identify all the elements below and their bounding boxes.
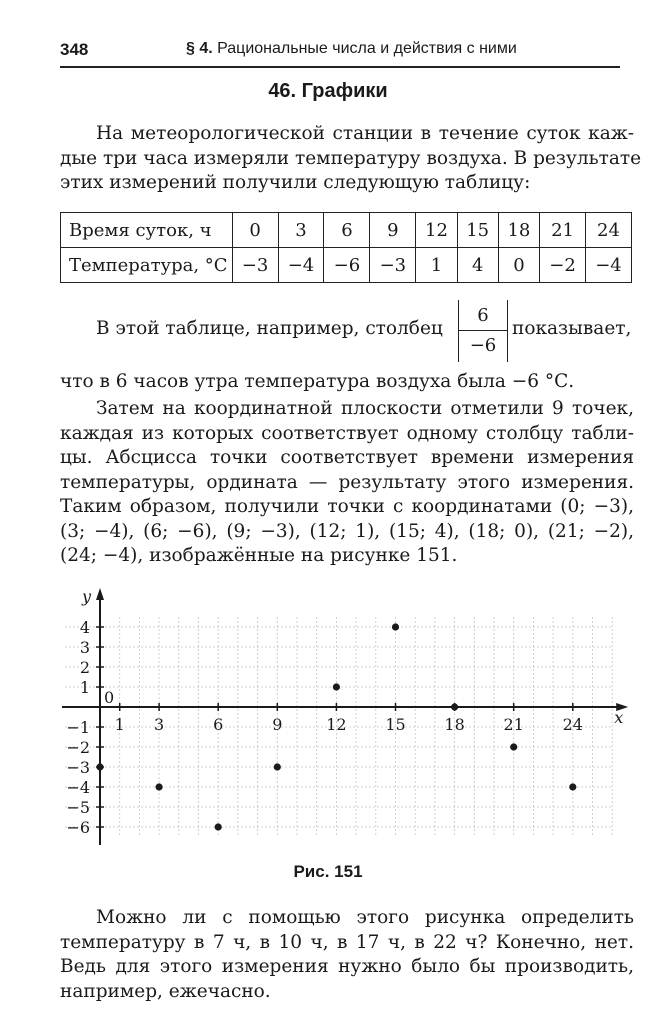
x-tick-label: 15 (385, 715, 406, 734)
text-line: каждая из которых соответствует одному столбцу табли- (60, 422, 634, 444)
page-header (60, 40, 620, 64)
table-cell: 0 (498, 248, 539, 283)
x-tick-label: 1 (114, 715, 125, 734)
y-tick-label: 4 (79, 618, 90, 637)
text-line: Таким образом, получили точки с координатами (0; −3), (60, 496, 634, 517)
table-cell: 0 (232, 213, 278, 248)
x-tick-label: 18 (444, 715, 465, 734)
x-tick-label: 24 (562, 715, 583, 734)
x-tick-label: 9 (272, 715, 283, 734)
row-header-temperature: Температура, °С (61, 248, 233, 283)
text-line: Ведь для этого измерения нужно было бы производить, (60, 956, 634, 977)
section-marker: § 4. (186, 40, 213, 57)
x-tick-label: 21 (503, 715, 524, 734)
y-axis-arrow (96, 588, 104, 600)
table-cell: −3 (232, 248, 278, 283)
y-tick-label: −3 (66, 758, 90, 777)
table-cell: 24 (585, 213, 631, 248)
y-tick-label: −4 (66, 778, 90, 797)
data-point (451, 703, 458, 710)
table-cell: 3 (278, 213, 324, 248)
table-cell: 6 (324, 213, 370, 248)
text-line: На метеорологической станции в течение суток каж- (96, 123, 634, 144)
table-cell: 18 (498, 213, 539, 248)
example-text-before: В этой таблице, например, столбец (96, 318, 443, 339)
chapter-title: 46. Графики (268, 80, 388, 102)
data-point (215, 823, 222, 830)
inline-column-bottom: −6 (469, 335, 497, 356)
x-axis-label: x (614, 708, 624, 727)
text-line: Можно ли с помощью этого рисунка определить (96, 907, 634, 928)
y-tick-label: −2 (66, 738, 90, 757)
section-title: Рациональные числа и действия с ними (217, 40, 517, 57)
table-cell: −6 (324, 248, 370, 283)
y-tick-label: −5 (66, 798, 90, 817)
origin-label: 0 (104, 688, 115, 707)
tick-labels (66, 587, 623, 837)
inline-column-top: 6 (459, 300, 507, 331)
data-point (96, 763, 103, 770)
text-line: дые три часа измеряли температуру воздуха. В результате (60, 147, 642, 169)
data-point (510, 743, 517, 750)
data-point (274, 763, 281, 770)
table-cell: −4 (278, 248, 324, 283)
table-cell: 1 (416, 248, 457, 283)
y-tick-label: 2 (79, 658, 90, 677)
row-header-time: Время суток, ч (61, 213, 233, 248)
data-point (392, 623, 399, 630)
coordinates-paragraph (60, 397, 634, 569)
table-cell: −3 (370, 248, 416, 283)
table-cell: 12 (416, 213, 457, 248)
text-line: температуры, ордината — результату этого измерения. (60, 471, 634, 493)
table-cell: 9 (370, 213, 416, 248)
y-tick-label: 1 (79, 678, 90, 697)
text-line: Затем на координатной плоскости отметили 9 точек, (96, 398, 634, 419)
temperature-table (60, 212, 632, 283)
intro-paragraph (60, 122, 642, 196)
inline-table-column (458, 300, 508, 362)
text-line: что в 6 часов утра температура воздуха была −6 °С. (60, 371, 575, 392)
x-tick-label: 12 (326, 715, 347, 734)
figure-caption: Рис. 151 (293, 862, 363, 881)
y-axis-label: y (82, 587, 92, 606)
text-line: цы. Абсцисса точки соответствует времени измерения (60, 447, 634, 468)
running-title (186, 40, 517, 58)
table-cell: −2 (540, 248, 586, 283)
page-number: 348 (60, 40, 89, 59)
x-tick-label: 3 (154, 715, 165, 734)
table-row (61, 213, 632, 248)
text-line: этих измерений получили следующую таблицу: (60, 172, 531, 193)
x-tick-label: 6 (213, 715, 224, 734)
data-point (156, 783, 163, 790)
header-rule (60, 66, 620, 68)
text-line: например, ежечасно. (60, 980, 271, 1002)
y-tick-label: 3 (79, 638, 90, 657)
example-paragraph (60, 370, 634, 395)
table-cell: 21 (540, 213, 586, 248)
table-row (61, 248, 632, 283)
table-cell: 4 (457, 248, 498, 283)
table-cell: −4 (585, 248, 631, 283)
data-point (333, 683, 340, 690)
data-point (569, 783, 576, 790)
example-text-after: показывает, (512, 318, 632, 339)
text-line: температуру в 7 ч, в 10 ч, в 17 ч, в 22 ч? Конечно, нет. (60, 931, 634, 953)
y-tick-label: −1 (66, 718, 90, 737)
closing-paragraph (60, 906, 634, 1004)
text-line: (3; −4), (6; −6), (9; −3), (12; 1), (15; 4), (18; 0), (21; −2), (60, 520, 634, 542)
temperature-scatter-chart (0, 580, 656, 850)
y-tick-label: −6 (66, 818, 90, 837)
text-line: (24; −4), изображённые на рисунке 151. (60, 545, 458, 566)
table-cell: 15 (457, 213, 498, 248)
